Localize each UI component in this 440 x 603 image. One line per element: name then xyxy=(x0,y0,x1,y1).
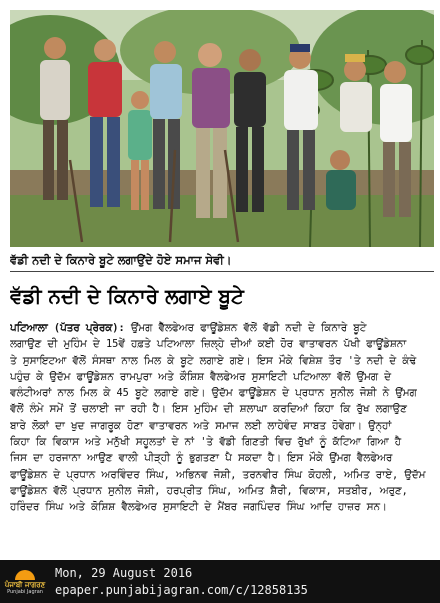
photo-caption: ਵੱਡੀ ਨਦੀ ਦੇ ਕਿਨਾਰੇ ਬੂਟੇ ਲਗਾਉਂਦੇ ਹੋਏ ਸਮਾਜ ਸੇਵੀ। xyxy=(10,253,232,267)
publication-date: Mon, 29 August 2016 xyxy=(55,566,193,580)
punjabi-jagran-logo[interactable] xyxy=(4,564,46,600)
news-photo xyxy=(10,10,434,247)
article-body xyxy=(10,320,434,516)
logo-name: ਪੰਜਾਬੀ ਜਾਗਰਣ xyxy=(4,580,46,589)
article-line: ਕਿਹਾ ਕਿ ਵਿਕਾਸ ਅਤੇ ਮਨੁੱਖੀ ਸਹੂਲਤਾਂ ਦੇ ਨਾਂ 'ਤੇ ਵੱਡੀ ਗਿਣਤੀ ਵਿਚ ਰੁੱਖਾਂ ਨੂੰ ਕੱਟਿਆ ਗਿਆ ਹੈ xyxy=(10,436,402,449)
article-line: ਹਰਿੰਦਰ ਸਿੰਘ ਅਤੇ ਕੋਸ਼ਿਸ਼ ਵੈਲਫੇਅਰ ਸੁਸਾਇਟੀ ਦੇ ਮੈਂਬਰ ਜਗਪਿੰਦਰ ਸਿੰਘ ਆਦਿ ਹਾਜ਼ਰ ਸਨ। xyxy=(10,501,387,514)
article-line: ਫਾਊਂਡੇਸ਼ਨ ਵੱਲੋਂ ਪ੍ਰਧਾਨ ਸੁਨੀਲ ਜੋਸ਼ੀ, ਹਰਪ੍ਰੀਤ ਸਿੰਘ, ਅਮਿਤ ਸ਼ੈਰੀ, ਵਿਕਾਸ, ਸਤਬੀਰ, ਅਰੁਣ, xyxy=(10,484,408,497)
article-line: ਵਲੰਟੀਅਰਾਂ ਨਾਲ ਮਿਲ ਕੇ 45 ਬੂਟੇ ਲਗਾਏ ਗਏ। ਉਦੱਮ ਫਾਊਂਡੇਸ਼ਨ ਦੇ ਪ੍ਰਧਾਨ ਸੁਨੀਲ ਜੋਸ਼ੀ ਨੇ ਉਂਮਗ xyxy=(10,387,417,400)
epaper-url[interactable]: epaper.punjabijagran.com/c/12858135 xyxy=(55,583,308,597)
epaper-footer xyxy=(0,560,440,603)
article-line: ਵੱਲੋਂ ਲੰਮੇ ਸਮੇਂ ਤੋਂ ਚਲਾਈ ਜਾ ਰਹੀ ਹੈ। ਇਸ ਮੁਹਿੰਮ ਦੀ ਸ਼ਲਾਘਾ ਕਰਦਿਆਂ ਕਿਹਾ ਕਿ ਰੁੱਖ ਲਗਾਉਣ xyxy=(10,403,407,416)
logo-subtitle: Punjabi Jagran xyxy=(7,588,43,595)
article-line: ਲਗਾਉਣ ਦੀ ਮੁਹਿੰਮ ਦੇ 15ਵੇਂ ਹਫ਼ਤੇ ਪਟਿਆਲਾ ਜ਼ਿਲ੍ਹੇ ਦੀਆਂ ਕਈ ਹੋਰ ਵਾਤਾਵਰਨ ਪੱਖੀ ਫਾਊਂਡੇਸ਼ਨਾ xyxy=(10,338,407,351)
caption-divider xyxy=(10,271,434,272)
article-line: ਜਿਸ ਦਾ ਹਰਜਾਨਾ ਆਉਣ ਵਾਲੀ ਪੀੜ੍ਹੀ ਨੂੰ ਭੁਗਤਣਾ ਪੈ ਸਕਦਾ ਹੈ। ਇਸ ਮੌਕੇ ਉਂਮਗ ਵੈਲਫੇਅਰ xyxy=(10,452,393,465)
article-line: ਉਂਮਗ ਵੈੱਲਫੇਅਰ ਫਾਊਂਡੇਸ਼ਨ ਵੱਲੋਂ ਵੱਡੀ ਨਦੀ ਦੇ ਕਿਨਾਰੇ ਬੂਟੇ xyxy=(130,322,367,334)
sun-icon xyxy=(15,570,35,580)
article-line: ਪਹੁੰਚ ਕੇ ਉਦੱਮ ਫਾਊਂਡੇਸ਼ਨ ਰਾਮਪੁਰਾ ਅਤੇ ਕੌਸ਼ਿਸ਼ ਵੈਲਫੇਅਰ ਸੁਸਾਇਟੀ ਪਟਿਆਲਾ ਵੱਲੋਂ ਉਂਮਗ ਦੇ xyxy=(10,370,391,383)
article-line: ਫਾਊਂਡੇਸ਼ਨ ਦੇ ਪ੍ਰਧਾਨ ਅਰਵਿੰਦਰ ਸਿੰਘ, ਅਭਿਨਵ ਜੋਸ਼ੀ, ਤਰਨਵੀਰ ਸਿੰਘ ਕੋਹਲੀ, ਅਮਿਤ ਰਾਏ, ਉਦੱਮ xyxy=(10,468,426,481)
article-line: ਬਾਰੇ ਲੋਕਾਂ ਦਾ ਖੁਦ ਜਾਗਰੂਕ ਹੋਣਾ ਵਾਤਾਵਰਨ ਅਤੇ ਸਮਾਜ ਲਈ ਲਾਹੇਵੰਦ ਸਾਬਤ ਹੋਵੇਗਾ। ਉਨ੍ਹਾਂ xyxy=(10,419,392,432)
article-line: ਤੇ ਸੁਸਾਇਟਆ ਵੱਲੋਂ ਸੰਸਥਾ ਨਾਲ ਮਿਲ ਕੇ ਬੂਟੇ ਲਗਾਏ ਗਏ। ਇਸ ਮੌਕੇ ਵਿਸ਼ੇਸ਼ ਤੌਰ 'ਤੇ ਨਦੀ ਦੇ ਕੰਢੇ xyxy=(10,354,417,367)
article-headline: ਵੱਡੀ ਨਦੀ ਦੇ ਕਿਨਾਰੇ ਲਗਾਏ ਬੂਟੇ xyxy=(10,284,244,308)
article-dateline: ਪਟਿਆਲਾ (ਪੱਤਰ ਪ੍ਰੇਰਕ): xyxy=(10,322,125,334)
